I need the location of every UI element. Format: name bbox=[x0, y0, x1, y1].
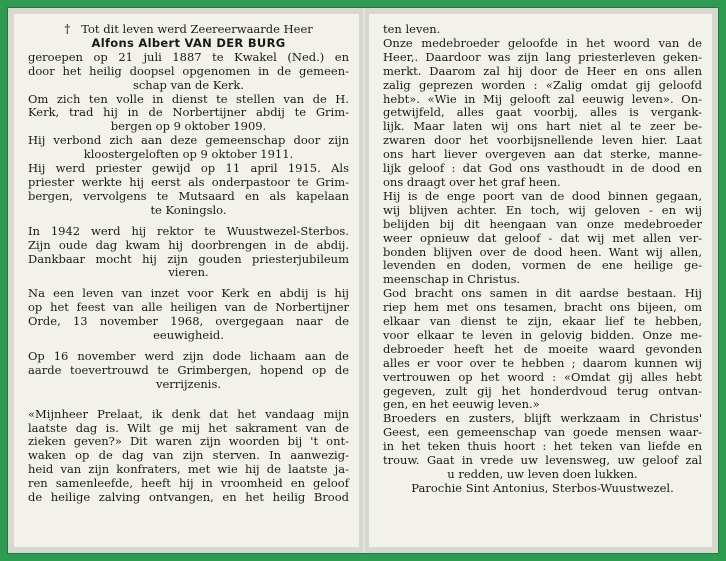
text-line: bonden blijven over de dood heen. Want wij allen, bbox=[383, 244, 702, 259]
text-line: elkaar van dienst te zijn, ekaar lief te hebben, bbox=[383, 314, 702, 329]
text-line: belijden bij dit heengaan van onze medebroeder bbox=[383, 216, 702, 231]
prayer-card bbox=[8, 8, 718, 553]
text-line: schap van de Kerk. bbox=[132, 77, 245, 92]
text-line: vieren. bbox=[168, 265, 209, 280]
deceased-name: Alfons Albert VAN DER BURG bbox=[91, 35, 286, 50]
text-line: In 1942 werd hij rektor te Wuustwezel-Sterbos. bbox=[28, 223, 349, 238]
parish-signature: Parochie Sint Antonius, Sterbos-Wuustwezel. bbox=[411, 480, 674, 495]
text-line: verrijzenis. bbox=[155, 376, 222, 391]
text-line: u redden, uw leven doen lukken. bbox=[447, 467, 638, 481]
text-line: zwaren door het voorbijsnellende leven hier. Laat bbox=[383, 133, 702, 148]
right-page bbox=[369, 14, 712, 547]
text-line: kloostergeloften op 9 oktober 1911. bbox=[83, 147, 294, 162]
text-line: te Koningslo. bbox=[150, 202, 227, 217]
text-line: Op 16 november werd zijn dode lichaam aan de bbox=[28, 348, 349, 363]
text-line: ren samenleefde, heeft hij in vroomheid en geloof bbox=[28, 476, 349, 491]
text-line: lijk. Maar laten wij ons hart niet al te zeer be- bbox=[383, 119, 702, 134]
text-line: op het feest van alle heiligen van de Norbertijner bbox=[28, 300, 349, 315]
text-line: zalig geprezen worden : «Zalig omdat gij geloofd bbox=[383, 77, 702, 92]
text-line: Heer,. Daardoor was zijn lang priesterleven geken- bbox=[383, 49, 702, 64]
text-line: waken op de dag van zijn sterven. In aanwezig- bbox=[28, 448, 349, 463]
text-line: riep hem met ons tesamen, bracht ons bijeen, om bbox=[383, 300, 702, 315]
text-line: trouw. Gaat in vrede uw levensweg, uw geloof zal bbox=[383, 453, 702, 468]
text-line: Zijn oude dag kwam hij doorbrengen in de abdij. bbox=[28, 237, 349, 252]
text-line: alles er voor over te hebben ; daarom kunnen wij bbox=[383, 355, 702, 370]
text-line: in het teken thuis hoort : het teken van liefde en bbox=[383, 439, 702, 454]
text-line: aarde toevertrouwd te Grimbergen, hopend op de bbox=[28, 362, 349, 377]
left-page bbox=[14, 14, 359, 547]
text-line: ons draagt over het graf heen. bbox=[383, 174, 561, 189]
text-line: getwijfeld, alles gaat voorbij, alles is vergank- bbox=[383, 105, 702, 120]
text-line: Orde, 13 november 1968, overgegaan naar de bbox=[28, 314, 349, 329]
text-line: bergen op 9 oktober 1909. bbox=[110, 119, 267, 134]
text-line: Hij werd priester gewijd op 11 april 1915. Als bbox=[28, 161, 349, 176]
text-line: Kerk, trad hij in de Norbertijner abdij te Grim- bbox=[28, 105, 349, 120]
text-line: debroeder heeft het de moeite waard gevonden bbox=[383, 341, 702, 356]
text-line: priester werkte hij eerst als onderpastoor te Grim- bbox=[28, 174, 349, 189]
cross-icon: † bbox=[64, 22, 71, 36]
text-line: «Mijnheer Prelaat, ik denk dat het vandaag mijn bbox=[28, 406, 349, 421]
right-page-text bbox=[383, 23, 702, 496]
text-line: heid van zijn konfraters, met wie hij de laatste ja- bbox=[28, 462, 349, 477]
header-intro: Tot dit leven werd Zeereerwaarde Heer bbox=[81, 22, 313, 36]
text-line: God bracht ons samen in dit aardse bestaan. Hij bbox=[383, 286, 702, 301]
text-line: gegeven, zult gij het honderdvoud terug ontvan- bbox=[383, 383, 702, 398]
text-line: geroepen op 21 juli 1887 te Kwakel (Ned.) en bbox=[28, 49, 349, 64]
text-line: zieken geven?» Dit waren zijn woorden bij 't ont- bbox=[28, 434, 349, 449]
text-line: Broeders en zusters, blijft werkzaam in Christus' bbox=[383, 411, 702, 426]
text-line: merkt. Daarom zal hij door de Heer en ons allen bbox=[383, 63, 702, 78]
text-line: levenden en doden, vormen de ene heilige ge- bbox=[383, 258, 702, 273]
text-line: eeuwigheid. bbox=[153, 328, 224, 343]
text-line: wij blijven achter. En toch, wij geloven - en wij bbox=[383, 202, 702, 217]
text-line: Na een leven van inzet voor Kerk en abdij is hij bbox=[28, 286, 349, 301]
text-line: vertrouwen op het woord : «Omdat gij alles hebt bbox=[383, 369, 702, 384]
text-line: voor elkaar te leven in gelovig bidden. Onze me- bbox=[383, 327, 702, 342]
text-line: hebt». «Wie in Mij gelooft zal eeuwig leven». On- bbox=[383, 91, 702, 106]
text-line: Om zich ten volle in dienst te stellen van de H. bbox=[28, 91, 349, 106]
text-line: Hij verbond zich aan deze gemeenschap door zijn bbox=[28, 133, 349, 148]
text-line: Onze medebroeder geloofde in het woord van de bbox=[383, 35, 702, 50]
text-line: meenschap in Christus. bbox=[383, 272, 521, 287]
text-line: Dankbaar mocht hij zijn gouden priesterjubileum bbox=[28, 251, 349, 266]
header-line bbox=[28, 23, 349, 37]
text-line: ons hart liever overgeven aan dat sterke, manne- bbox=[383, 147, 702, 162]
text-line: laatste dag is. Wilt ge mij het sakrament van de bbox=[28, 420, 349, 435]
text-line: gen, en het eeuwig leven.» bbox=[383, 397, 540, 412]
text-line: weer opnieuw dat geloof - dat wij met allen ver- bbox=[383, 230, 702, 245]
text-line: ten leven. bbox=[383, 22, 441, 36]
left-page-text bbox=[28, 23, 349, 505]
text-line: bergen, vervolgens te Mutsaard en als kapelaan bbox=[28, 188, 349, 203]
text-line: de heilige zalving ontvangen, en het heilig Brood bbox=[28, 490, 349, 505]
text-line: Hij is de enge poort van de dood binnen gegaan, bbox=[383, 188, 702, 203]
card-fold bbox=[361, 8, 367, 553]
text-line: lijk geloof : dat God ons vasthoudt in de dood en bbox=[383, 161, 702, 176]
text-line: Geest, een gemeenschap van goede mensen waar- bbox=[383, 425, 702, 440]
text-line: door het heilig doopsel opgenomen in de gemeen- bbox=[28, 63, 349, 78]
